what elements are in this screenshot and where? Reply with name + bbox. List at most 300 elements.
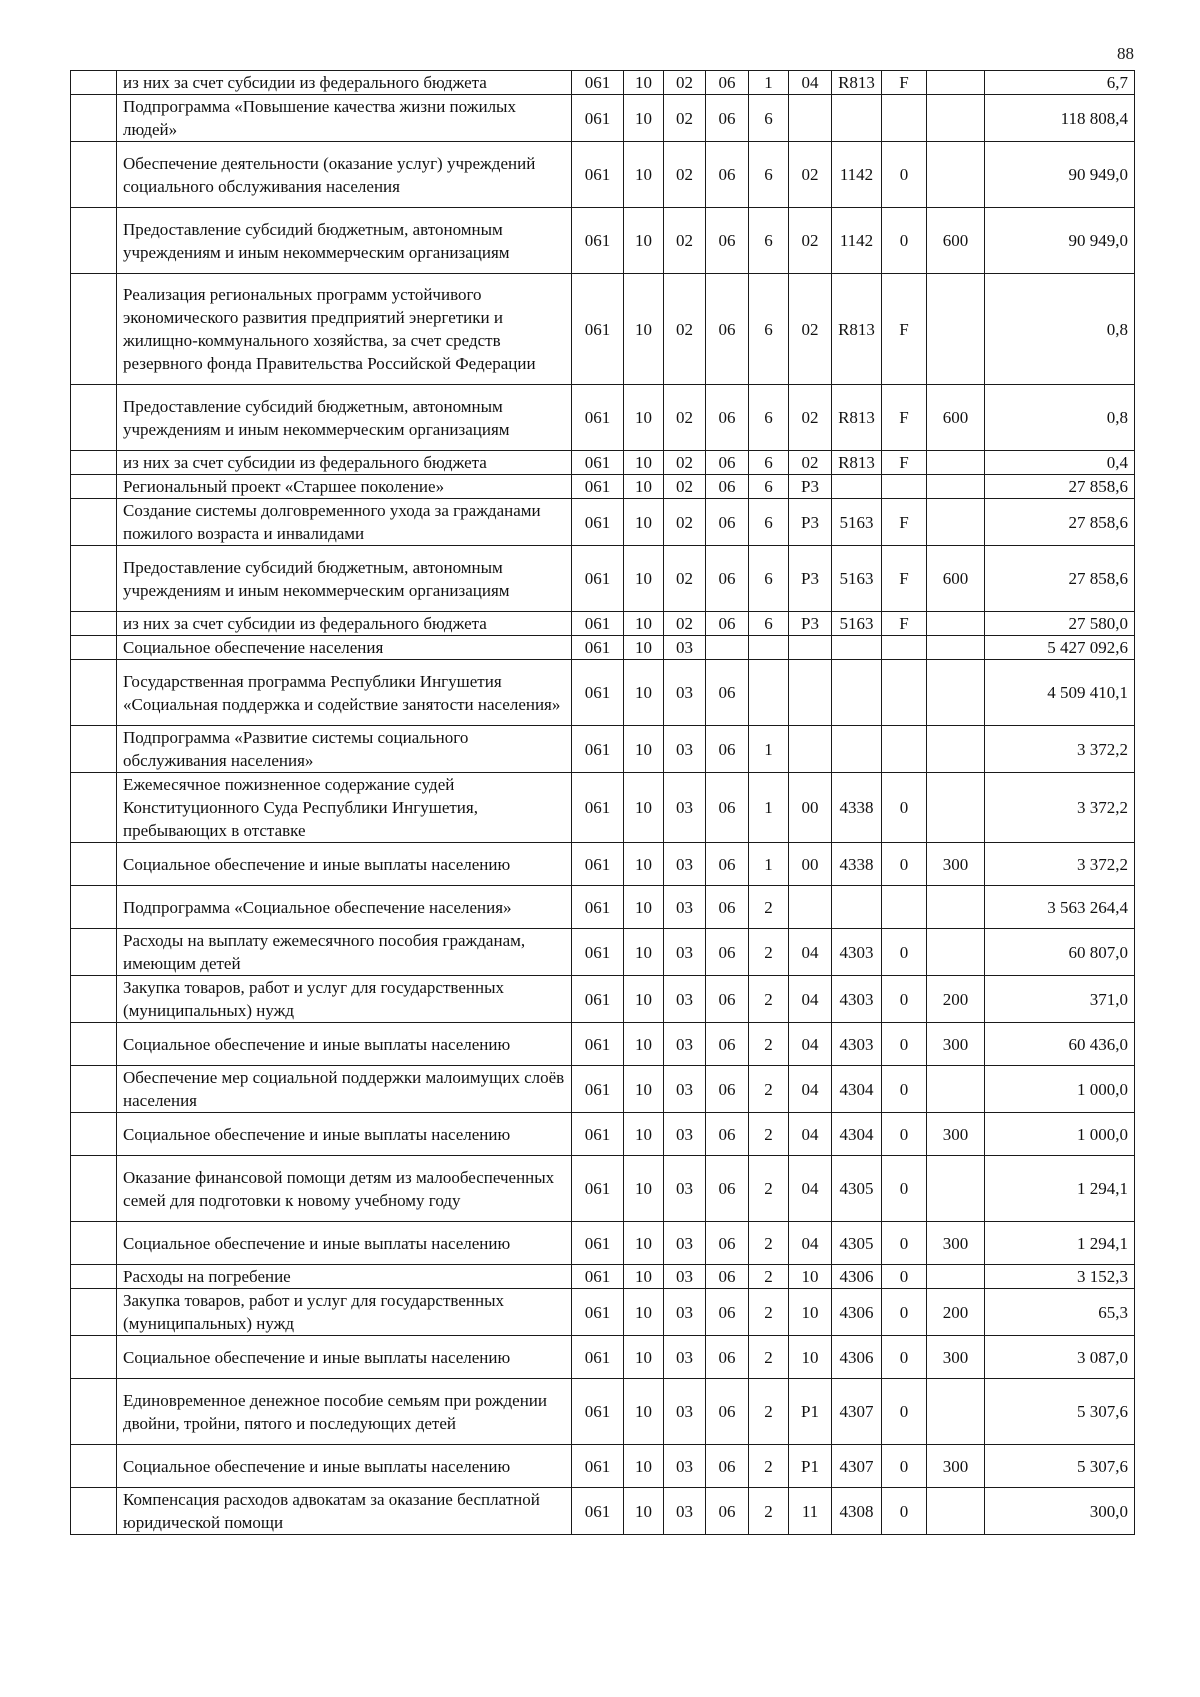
cell-section: 10 (624, 843, 664, 886)
cell-subsection: 03 (664, 929, 706, 976)
table-row (71, 843, 1135, 886)
cell-subprogram: 2 (749, 1023, 789, 1066)
cell-expense-type (927, 142, 985, 208)
cell-row-marker (71, 142, 117, 208)
cell-expense-type (927, 1488, 985, 1535)
cell-main-event: 04 (789, 1066, 832, 1113)
cell-item-name: Обеспечение мер социальной поддержки малоимущих слоёв населения (117, 1066, 572, 1113)
cell-item-name: Региональный проект «Старшее поколение» (117, 475, 572, 499)
cell-section: 10 (624, 1156, 664, 1222)
cell-subprogram (749, 636, 789, 660)
cell-expense-type: 300 (927, 1445, 985, 1488)
cell-subsection: 03 (664, 1445, 706, 1488)
cell-row-marker (71, 546, 117, 612)
cell-program: 06 (706, 546, 749, 612)
cell-item-name: Подпрограмма «Развитие системы социального обслуживания населения» (117, 726, 572, 773)
cell-section: 10 (624, 1379, 664, 1445)
cell-direction: 4304 (832, 1066, 882, 1113)
cell-item-name: Социальное обеспечение и иные выплаты населению (117, 1222, 572, 1265)
cell-section: 10 (624, 451, 664, 475)
cell-subsection: 02 (664, 142, 706, 208)
cell-item-name: Оказание финансовой помощи детям из малообеспеченных семей для подготовки к новому учебному году (117, 1156, 572, 1222)
cell-item-name: Единовременное денежное пособие семьям при рождении двойни, тройни, пятого и последующих детей (117, 1379, 572, 1445)
cell-subprogram: 6 (749, 546, 789, 612)
cell-main-event: 02 (789, 142, 832, 208)
cell-admin-code: 061 (572, 843, 624, 886)
cell-section: 10 (624, 71, 664, 95)
cell-program: 06 (706, 475, 749, 499)
cell-section: 10 (624, 886, 664, 929)
cell-amount: 27 858,6 (985, 475, 1135, 499)
cell-admin-code: 061 (572, 636, 624, 660)
cell-subsection: 03 (664, 1488, 706, 1535)
cell-subsection: 02 (664, 475, 706, 499)
cell-item-name: Социальное обеспечение и иные выплаты населению (117, 1445, 572, 1488)
cell-expense-type (927, 274, 985, 385)
cell-item-name: Подпрограмма «Повышение качества жизни пожилых людей» (117, 95, 572, 142)
cell-amount: 3 087,0 (985, 1336, 1135, 1379)
cell-row-marker (71, 636, 117, 660)
cell-subsection: 02 (664, 95, 706, 142)
table-row (71, 546, 1135, 612)
cell-row-marker (71, 1445, 117, 1488)
cell-direction: 4305 (832, 1222, 882, 1265)
cell-source: 0 (882, 1023, 927, 1066)
cell-row-marker (71, 660, 117, 726)
cell-subprogram: 2 (749, 1445, 789, 1488)
cell-source: 0 (882, 929, 927, 976)
cell-subprogram: 6 (749, 499, 789, 546)
cell-program: 06 (706, 1023, 749, 1066)
cell-row-marker (71, 71, 117, 95)
cell-program: 06 (706, 1113, 749, 1156)
cell-source (882, 726, 927, 773)
cell-amount: 1 294,1 (985, 1222, 1135, 1265)
cell-subsection: 03 (664, 843, 706, 886)
cell-amount: 3 372,2 (985, 773, 1135, 843)
cell-subsection: 03 (664, 1265, 706, 1289)
cell-direction: 5163 (832, 499, 882, 546)
cell-item-name: Предоставление субсидий бюджетным, автономным учреждениям и иным некоммерческим организациям (117, 208, 572, 274)
cell-row-marker (71, 843, 117, 886)
cell-expense-type (927, 660, 985, 726)
cell-subsection: 03 (664, 1379, 706, 1445)
cell-amount: 3 152,3 (985, 1265, 1135, 1289)
cell-main-event (789, 886, 832, 929)
table-row (71, 1222, 1135, 1265)
table-row (71, 208, 1135, 274)
cell-item-name: Ежемесячное пожизненное содержание судей Конституционного Суда Республики Ингушетия, пребывающих в отставке (117, 773, 572, 843)
cell-direction: 5163 (832, 546, 882, 612)
cell-section: 10 (624, 385, 664, 451)
cell-row-marker (71, 929, 117, 976)
table-row (71, 274, 1135, 385)
table-row (71, 660, 1135, 726)
cell-subsection: 02 (664, 71, 706, 95)
table-row (71, 1265, 1135, 1289)
cell-row-marker (71, 886, 117, 929)
cell-subprogram: 6 (749, 612, 789, 636)
cell-admin-code: 061 (572, 1066, 624, 1113)
cell-item-name: Реализация региональных программ устойчивого экономического развития предприятий энергетики и жилищно-коммунального хозяйства, за счет средств резервного фонда Правительства Российской Федерации (117, 274, 572, 385)
cell-main-event: 10 (789, 1265, 832, 1289)
cell-subprogram: 2 (749, 1289, 789, 1336)
cell-program: 06 (706, 1066, 749, 1113)
cell-main-event: 04 (789, 71, 832, 95)
cell-subprogram: 2 (749, 1336, 789, 1379)
cell-subprogram: 2 (749, 1379, 789, 1445)
cell-main-event: 11 (789, 1488, 832, 1535)
cell-source: F (882, 612, 927, 636)
cell-subprogram: 6 (749, 451, 789, 475)
cell-amount: 5 307,6 (985, 1379, 1135, 1445)
cell-program: 06 (706, 843, 749, 886)
cell-admin-code: 061 (572, 726, 624, 773)
cell-amount: 1 000,0 (985, 1113, 1135, 1156)
cell-amount: 3 372,2 (985, 726, 1135, 773)
cell-direction: R813 (832, 274, 882, 385)
cell-admin-code: 061 (572, 71, 624, 95)
cell-expense-type: 200 (927, 976, 985, 1023)
cell-program: 06 (706, 385, 749, 451)
cell-direction (832, 475, 882, 499)
cell-expense-type: 300 (927, 843, 985, 886)
cell-subprogram: 2 (749, 1113, 789, 1156)
cell-amount: 0,8 (985, 385, 1135, 451)
cell-source: 0 (882, 1445, 927, 1488)
cell-row-marker (71, 385, 117, 451)
cell-row-marker (71, 1265, 117, 1289)
cell-subsection: 03 (664, 1113, 706, 1156)
cell-direction (832, 726, 882, 773)
cell-amount: 5 307,6 (985, 1445, 1135, 1488)
cell-row-marker (71, 274, 117, 385)
cell-row-marker (71, 1023, 117, 1066)
cell-subsection: 02 (664, 274, 706, 385)
cell-subsection: 02 (664, 451, 706, 475)
table-row (71, 451, 1135, 475)
cell-row-marker (71, 773, 117, 843)
cell-subsection: 03 (664, 1023, 706, 1066)
cell-section: 10 (624, 499, 664, 546)
cell-direction: R813 (832, 71, 882, 95)
cell-direction: 5163 (832, 612, 882, 636)
cell-amount: 27 858,6 (985, 499, 1135, 546)
cell-subprogram: 2 (749, 1265, 789, 1289)
cell-section: 10 (624, 1023, 664, 1066)
table-row (71, 1066, 1135, 1113)
cell-main-event: 00 (789, 773, 832, 843)
table-row (71, 95, 1135, 142)
cell-admin-code: 061 (572, 1113, 624, 1156)
cell-main-event: 02 (789, 208, 832, 274)
cell-item-name: Закупка товаров, работ и услуг для государственных (муниципальных) нужд (117, 1289, 572, 1336)
cell-source (882, 475, 927, 499)
cell-source: 0 (882, 1379, 927, 1445)
cell-expense-type: 300 (927, 1336, 985, 1379)
cell-subsection: 03 (664, 886, 706, 929)
cell-expense-type (927, 1265, 985, 1289)
table-row (71, 929, 1135, 976)
cell-subprogram: 1 (749, 773, 789, 843)
cell-item-name: Закупка товаров, работ и услуг для государственных (муниципальных) нужд (117, 976, 572, 1023)
cell-main-event: 02 (789, 274, 832, 385)
cell-section: 10 (624, 475, 664, 499)
cell-subsection: 02 (664, 499, 706, 546)
cell-admin-code: 061 (572, 1156, 624, 1222)
cell-main-event: 04 (789, 1222, 832, 1265)
cell-section: 10 (624, 636, 664, 660)
cell-direction: 4308 (832, 1488, 882, 1535)
cell-row-marker (71, 1488, 117, 1535)
cell-main-event: 02 (789, 385, 832, 451)
cell-subprogram: 2 (749, 1156, 789, 1222)
cell-amount: 1 000,0 (985, 1066, 1135, 1113)
cell-source: F (882, 499, 927, 546)
cell-direction: 4306 (832, 1265, 882, 1289)
cell-program: 06 (706, 726, 749, 773)
cell-subsection: 03 (664, 773, 706, 843)
budget-table (70, 70, 1135, 1535)
cell-item-name: Расходы на погребение (117, 1265, 572, 1289)
cell-expense-type (927, 773, 985, 843)
cell-expense-type (927, 95, 985, 142)
cell-source: F (882, 451, 927, 475)
cell-main-event: P3 (789, 612, 832, 636)
cell-row-marker (71, 1379, 117, 1445)
cell-program: 06 (706, 1222, 749, 1265)
cell-program: 06 (706, 612, 749, 636)
cell-section: 10 (624, 1289, 664, 1336)
cell-expense-type: 600 (927, 546, 985, 612)
cell-source: 0 (882, 1336, 927, 1379)
table-row (71, 385, 1135, 451)
cell-direction (832, 636, 882, 660)
cell-amount: 1 294,1 (985, 1156, 1135, 1222)
cell-item-name: Социальное обеспечение и иные выплаты населению (117, 843, 572, 886)
cell-direction (832, 95, 882, 142)
cell-direction: R813 (832, 385, 882, 451)
cell-source: 0 (882, 208, 927, 274)
cell-section: 10 (624, 773, 664, 843)
cell-amount: 118 808,4 (985, 95, 1135, 142)
cell-amount: 60 436,0 (985, 1023, 1135, 1066)
cell-subprogram (749, 660, 789, 726)
cell-main-event: 04 (789, 1156, 832, 1222)
cell-subprogram: 6 (749, 385, 789, 451)
cell-expense-type: 300 (927, 1023, 985, 1066)
cell-expense-type: 300 (927, 1222, 985, 1265)
cell-section: 10 (624, 726, 664, 773)
cell-admin-code: 061 (572, 142, 624, 208)
cell-source: 0 (882, 1156, 927, 1222)
cell-main-event (789, 636, 832, 660)
cell-admin-code: 061 (572, 274, 624, 385)
cell-direction: 4306 (832, 1289, 882, 1336)
cell-source: F (882, 71, 927, 95)
cell-source: 0 (882, 1488, 927, 1535)
cell-direction: 4303 (832, 976, 882, 1023)
table-row (71, 976, 1135, 1023)
cell-row-marker (71, 208, 117, 274)
cell-amount: 6,7 (985, 71, 1135, 95)
cell-row-marker (71, 1066, 117, 1113)
cell-main-event: 04 (789, 1113, 832, 1156)
cell-program: 06 (706, 1289, 749, 1336)
cell-admin-code: 061 (572, 1379, 624, 1445)
cell-admin-code: 061 (572, 499, 624, 546)
cell-admin-code: 061 (572, 1289, 624, 1336)
cell-subsection: 03 (664, 1289, 706, 1336)
cell-source: 0 (882, 1289, 927, 1336)
table-row (71, 1379, 1135, 1445)
cell-direction (832, 886, 882, 929)
cell-admin-code: 061 (572, 1023, 624, 1066)
table-row (71, 1445, 1135, 1488)
cell-main-event: P1 (789, 1445, 832, 1488)
cell-source: F (882, 546, 927, 612)
cell-subsection: 02 (664, 385, 706, 451)
table-row (71, 1023, 1135, 1066)
cell-admin-code: 061 (572, 475, 624, 499)
cell-item-name: Подпрограмма «Социальное обеспечение населения» (117, 886, 572, 929)
table-row (71, 142, 1135, 208)
cell-main-event (789, 660, 832, 726)
cell-main-event: P3 (789, 546, 832, 612)
cell-row-marker (71, 1156, 117, 1222)
cell-subsection: 03 (664, 1336, 706, 1379)
cell-direction: 4307 (832, 1445, 882, 1488)
cell-item-name: из них за счет субсидии из федерального бюджета (117, 71, 572, 95)
cell-direction: 4338 (832, 773, 882, 843)
cell-main-event: 00 (789, 843, 832, 886)
cell-subprogram: 6 (749, 208, 789, 274)
cell-admin-code: 061 (572, 1265, 624, 1289)
cell-admin-code: 061 (572, 1336, 624, 1379)
cell-program: 06 (706, 1379, 749, 1445)
cell-row-marker (71, 1289, 117, 1336)
cell-subprogram: 2 (749, 1066, 789, 1113)
table-row (71, 612, 1135, 636)
cell-program: 06 (706, 1336, 749, 1379)
cell-program (706, 636, 749, 660)
cell-program: 06 (706, 142, 749, 208)
cell-item-name: Социальное обеспечение и иные выплаты населению (117, 1336, 572, 1379)
cell-row-marker (71, 1222, 117, 1265)
table-row (71, 1488, 1135, 1535)
cell-source (882, 636, 927, 660)
table-body (71, 71, 1135, 1535)
cell-section: 10 (624, 929, 664, 976)
cell-subprogram: 2 (749, 1222, 789, 1265)
cell-section: 10 (624, 1445, 664, 1488)
cell-direction: 4338 (832, 843, 882, 886)
cell-admin-code: 061 (572, 660, 624, 726)
cell-section: 10 (624, 1113, 664, 1156)
cell-subprogram: 6 (749, 95, 789, 142)
cell-source: F (882, 274, 927, 385)
cell-amount: 27 858,6 (985, 546, 1135, 612)
cell-expense-type (927, 71, 985, 95)
cell-main-event: 04 (789, 1023, 832, 1066)
cell-amount: 27 580,0 (985, 612, 1135, 636)
cell-source: 0 (882, 1066, 927, 1113)
cell-subsection: 03 (664, 660, 706, 726)
cell-expense-type (927, 1379, 985, 1445)
cell-subsection: 02 (664, 546, 706, 612)
cell-admin-code: 061 (572, 886, 624, 929)
cell-direction: 4307 (832, 1379, 882, 1445)
cell-item-name: Предоставление субсидий бюджетным, автономным учреждениям и иным некоммерческим организациям (117, 546, 572, 612)
cell-program: 06 (706, 95, 749, 142)
cell-amount: 90 949,0 (985, 208, 1135, 274)
cell-main-event: P3 (789, 499, 832, 546)
cell-subsection: 02 (664, 612, 706, 636)
cell-source (882, 886, 927, 929)
cell-subsection: 03 (664, 726, 706, 773)
cell-admin-code: 061 (572, 929, 624, 976)
cell-section: 10 (624, 274, 664, 385)
cell-expense-type: 600 (927, 208, 985, 274)
cell-source: 0 (882, 1265, 927, 1289)
cell-source: 0 (882, 142, 927, 208)
cell-expense-type (927, 1066, 985, 1113)
cell-amount: 4 509 410,1 (985, 660, 1135, 726)
cell-subprogram: 6 (749, 475, 789, 499)
cell-section: 10 (624, 612, 664, 636)
cell-program: 06 (706, 1265, 749, 1289)
cell-program: 06 (706, 773, 749, 843)
cell-program: 06 (706, 1488, 749, 1535)
cell-admin-code: 061 (572, 546, 624, 612)
cell-section: 10 (624, 976, 664, 1023)
cell-program: 06 (706, 274, 749, 385)
cell-admin-code: 061 (572, 451, 624, 475)
cell-main-event: 04 (789, 929, 832, 976)
cell-section: 10 (624, 142, 664, 208)
cell-expense-type: 600 (927, 385, 985, 451)
cell-main-event: 10 (789, 1289, 832, 1336)
cell-admin-code: 061 (572, 385, 624, 451)
cell-row-marker (71, 976, 117, 1023)
cell-amount: 3 372,2 (985, 843, 1135, 886)
cell-program: 06 (706, 1156, 749, 1222)
cell-subsection: 03 (664, 1156, 706, 1222)
cell-source: 0 (882, 976, 927, 1023)
cell-subsection: 02 (664, 208, 706, 274)
cell-item-name: Социальное обеспечение и иные выплаты населению (117, 1023, 572, 1066)
cell-expense-type (927, 929, 985, 976)
cell-admin-code: 061 (572, 1222, 624, 1265)
cell-section: 10 (624, 1265, 664, 1289)
cell-amount: 5 427 092,6 (985, 636, 1135, 660)
cell-expense-type (927, 726, 985, 773)
cell-main-event: 10 (789, 1336, 832, 1379)
cell-direction: 1142 (832, 208, 882, 274)
cell-expense-type (927, 636, 985, 660)
cell-main-event (789, 726, 832, 773)
cell-item-name: из них за счет субсидии из федерального бюджета (117, 612, 572, 636)
cell-main-event: 04 (789, 976, 832, 1023)
cell-subprogram: 1 (749, 71, 789, 95)
cell-program: 06 (706, 929, 749, 976)
cell-section: 10 (624, 1066, 664, 1113)
cell-section: 10 (624, 660, 664, 726)
cell-main-event (789, 95, 832, 142)
cell-subprogram: 2 (749, 929, 789, 976)
cell-amount: 371,0 (985, 976, 1135, 1023)
cell-program: 06 (706, 499, 749, 546)
